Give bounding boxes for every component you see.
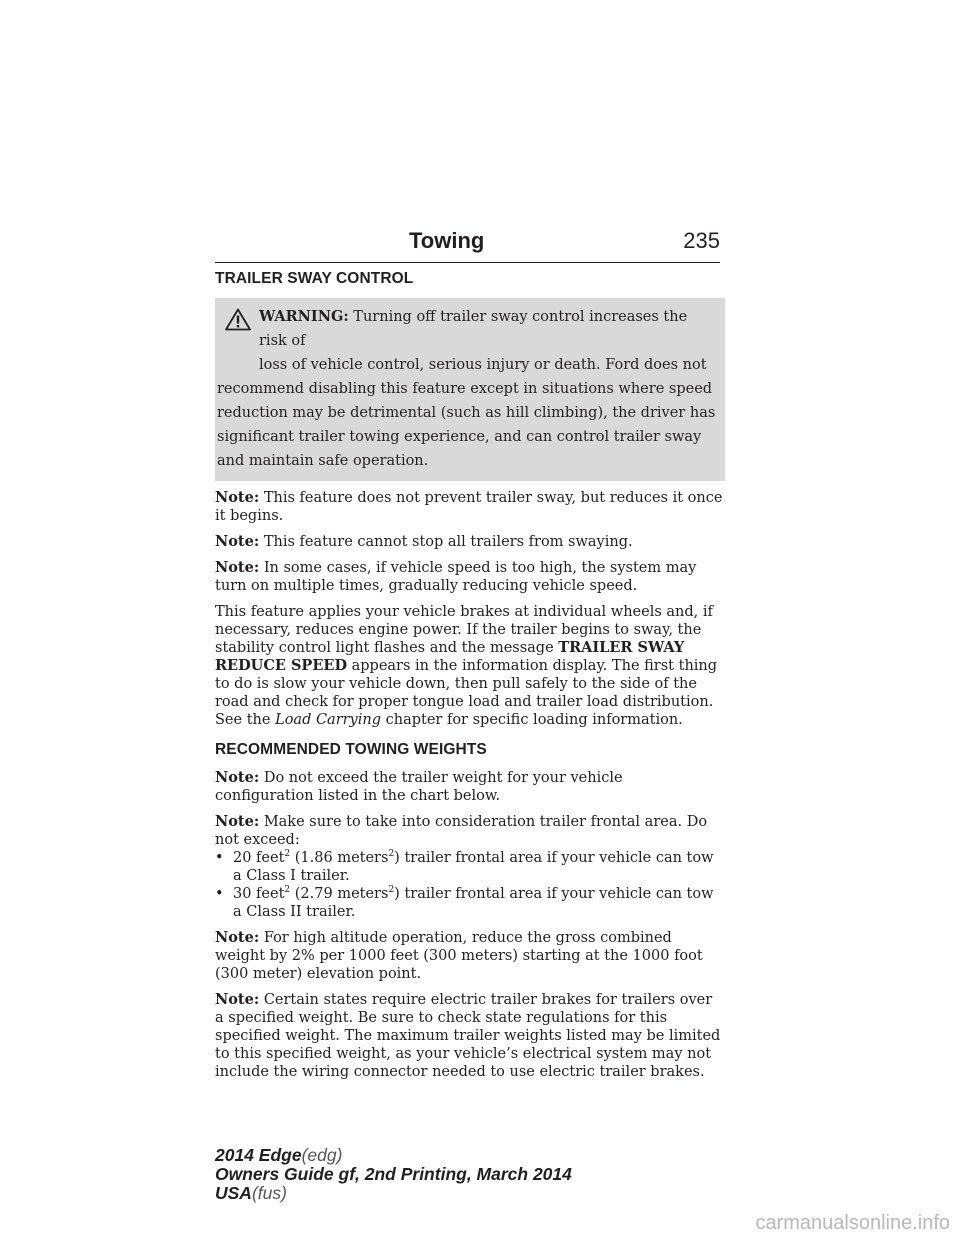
bullet-icon: • <box>215 850 224 866</box>
list-item: • 20 feet$^2$ (1.86 meters$^2$) trailer frontal area if your vehicle can tow a Class I trailer. <box>215 849 714 884</box>
document-footer <box>215 1146 572 1203</box>
note-paragraph <box>215 559 725 595</box>
note-label: Note: <box>215 813 260 830</box>
warning-box <box>215 298 725 481</box>
note-paragraph <box>215 991 725 1081</box>
footer-line-printing: Owners Guide gf, 2nd Printing, March 2014 <box>215 1164 572 1184</box>
note-label: Note: <box>215 929 260 946</box>
note-paragraph <box>215 769 725 805</box>
warning-label: WARNING: <box>259 308 349 325</box>
note-paragraph <box>215 533 725 551</box>
note-label: Note: <box>215 533 260 550</box>
bullet-icon: • <box>215 886 224 902</box>
warning-line2: loss of vehicle control, serious injury or death. Ford does not <box>259 357 707 373</box>
warning-first-lines <box>215 305 719 377</box>
note-text: For high altitude operation, reduce the gross combined weight by 2% per 1000 feet (300 meters) starting at the 1000 foot (300 meter) elevation point. <box>215 930 703 982</box>
body-paragraph <box>215 603 725 729</box>
note-text: Do not exceed the trailer weight for your vehicle configuration listed in the chart below. <box>215 770 623 804</box>
note-text: In some cases, if vehicle speed is too high, the system may turn on multiple times, gradually reducing vehicle speed. <box>215 560 697 594</box>
warning-rest: recommend disabling this feature except in situations where speed reduction may be detrimental (such as hill climbing), the driver has significant trailer towing experience, and can control trailer sway and maintain safe operation. <box>217 381 716 469</box>
note-text: This feature cannot stop all trailers from swaying. <box>263 534 633 550</box>
frontal-area-list <box>215 849 725 921</box>
site-watermark: carmanualsonline.info <box>755 1212 950 1234</box>
page-number: 235 <box>683 228 720 253</box>
body-text: appears in the information display. The first thing to do is slow your vehicle down, then pull safely to the side of the road and check for proper tongue load and trailer load distribution. See the <box>215 658 718 728</box>
section-title-trailer-sway: TRAILER SWAY CONTROL <box>215 270 414 287</box>
note-paragraph <box>215 489 725 525</box>
list-item: • 30 feet$^2$ (2.79 meters$^2$) trailer frontal area if your vehicle can tow a Class II trailer. <box>215 885 714 920</box>
footer-line-model: 2014 Edge(edg) <box>215 1145 343 1165</box>
chapter-reference: Load Carrying <box>275 712 382 728</box>
note-label: Note: <box>215 769 260 786</box>
warning-triangle-icon <box>225 308 251 331</box>
chapter-title: Towing <box>409 228 485 253</box>
note-label: Note: <box>215 489 260 506</box>
page-content <box>215 270 725 1089</box>
note-paragraph <box>215 929 725 983</box>
warning-line1: Turning off trailer sway control increases the risk of <box>259 309 688 349</box>
body-text: This feature applies your vehicle brakes at individual wheels and, if necessary, reduces engine power. If the trailer begins to sway, the stability control light flashes and the message <box>215 604 713 656</box>
body-text: chapter for specific loading information. <box>385 712 683 728</box>
note-label: Note: <box>215 559 260 576</box>
note-text: This feature does not prevent trailer sway, but reduces it once it begins. <box>215 490 723 524</box>
display-message: TRAILER SWAY REDUCE SPEED <box>215 639 685 674</box>
footer-line-market: USA(fus) <box>215 1183 287 1203</box>
note-paragraph <box>215 813 725 849</box>
note-label: Note: <box>215 991 260 1008</box>
section-title-towing-weights: RECOMMENDED TOWING WEIGHTS <box>215 741 487 758</box>
note-text: Make sure to take into consideration trailer frontal area. Do not exceed: <box>215 814 708 848</box>
note-text: Certain states require electric trailer brakes for trailers over a specified weight. Be sure to check state regulations for this specified weight. The maximum trailer weights listed may be limited to this specified weight, as your vehicle’s electrical system may not include the wiring connector needed to use electric trailer brakes. <box>215 992 721 1080</box>
page-header <box>215 228 720 263</box>
